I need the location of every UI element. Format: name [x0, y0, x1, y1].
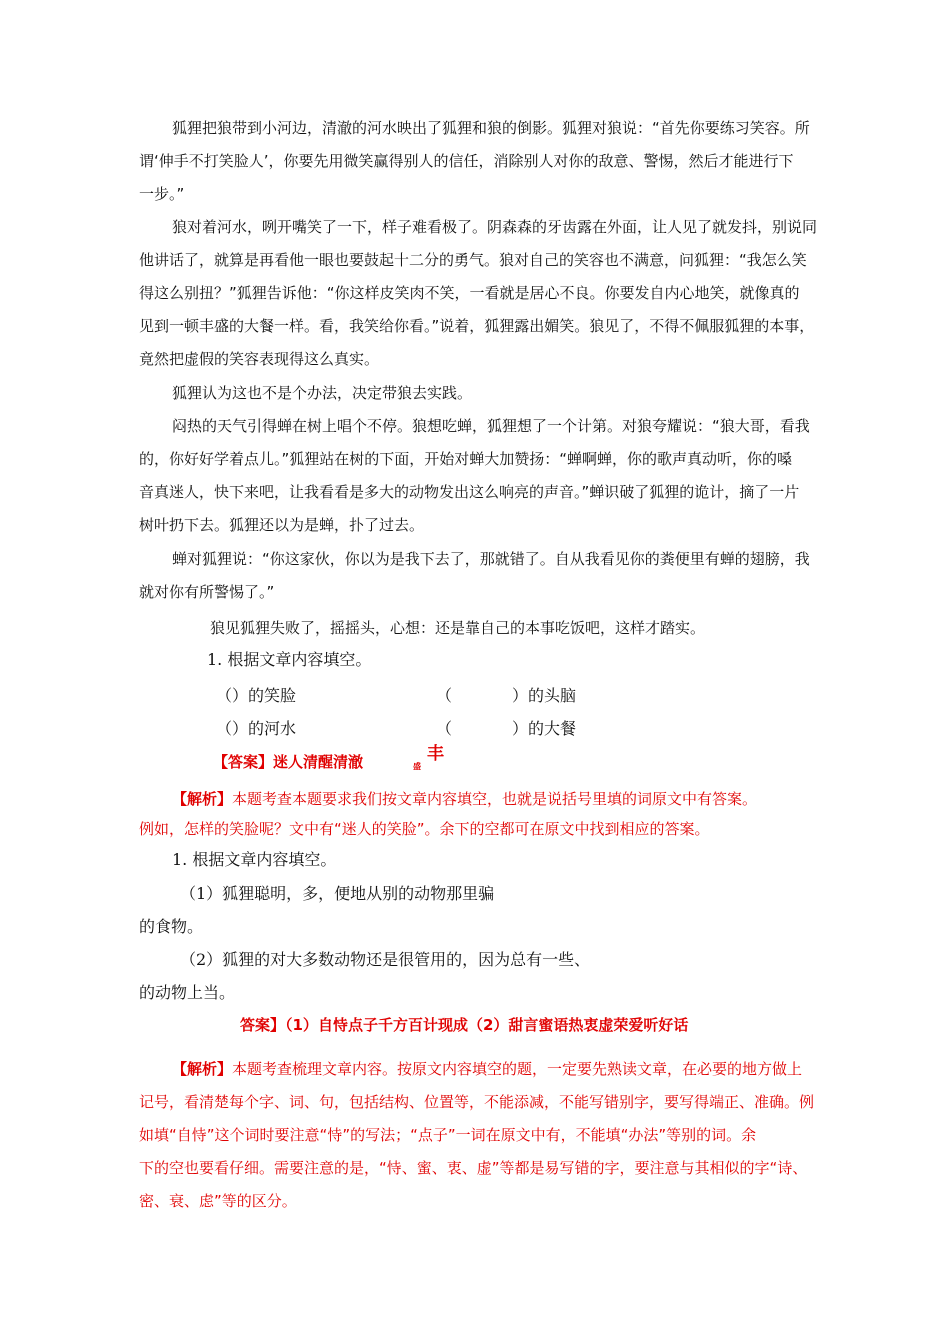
story-p5-line1: 蝉对狐狸说：“你这家伙，你以为是我下去了，那就错了。自从我看见你的粪便里有蝉的翅膀，我: [172, 550, 810, 568]
q1-blank-1: （）的笑脸: [216, 686, 297, 705]
q1-title: 1. 根据文章内容填空。: [207, 650, 372, 669]
story-p2-line3: 得这么别扭？”狐狸告诉他：“你这样皮笑肉不笑，一看就是居心不良。你要发自内心地笑，就像真的: [139, 284, 800, 302]
story-p1-line2: 谓‘伸手不打笑脸人’，你要先用微笑赢得别人的信任，消除别人对你的敌意、警惕，然后才能进行下: [139, 152, 794, 170]
q1-blank-4-close: ）的大餐: [512, 719, 577, 738]
story-p4-line1: 闷热的天气引得蝉在树上唱个不停。狼想吃蝉，狐狸想了一个计第。对狼夸耀说：“狼大哥，看我: [172, 417, 810, 435]
story-p2-line4: 见到一顿丰盛的大餐一样。看，我笑给你看。”说着，狐狸露出媚笑。狼见了，不得不佩服狐狸的本事，: [139, 317, 815, 335]
q2-analysis-line4: 下的空也要看仔细。需要注意的是，“恃、蜜、衷、虚”等都是易写错的字，要注意与其相似的字“诗、: [139, 1159, 808, 1177]
story-p4-line2: 的，你好好学着点儿。”狐狸站在树的下面，开始对蝉大加赞扬：“蝉啊蝉，你的歌声真动听，你的嗓: [139, 450, 793, 468]
q2-item1-line2: 的食物。: [139, 917, 204, 936]
q1-answer-stray-char: 丰: [427, 744, 444, 764]
q2-analysis-line3: 如填“自恃”这个词时要注意“恃”的写法；“点子”一词在原文中有，不能填“办法”等别的词。余: [139, 1126, 757, 1144]
q2-analysis-text: 本题考查梳理文章内容。按原文内容填空的题，一定要先熟读文章，在必要的地方做上: [232, 1060, 803, 1078]
story-p2-line1: 狼对着河水，咧开嘴笑了一下，样子难看极了。阴森森的牙齿露在外面，让人见了就发抖，别说同: [172, 218, 818, 236]
q2-title: 1. 根据文章内容填空。: [172, 850, 337, 869]
story-p5-line2: 就对你有所警惕了。”: [139, 583, 275, 601]
q2-analysis-line5: 密、衰、虑”等的区分。: [139, 1192, 297, 1210]
story-p4-line3: 音真迷人，快下来吧，让我看看是多大的动物发出这么响亮的声音。”蝉识破了狐狸的诡计，摘了一片: [139, 483, 800, 501]
story-p2-line2: 他讲话了，就算是再看他一眼也要鼓起十二分的勇气。狼对自己的笑容也不满意，问狐狸：“我怎么笑: [139, 251, 807, 269]
q1-blank-2-open: （: [436, 686, 453, 705]
q1-analysis-tag: 【解析】: [172, 790, 233, 808]
q1-answer: 【答案】迷人清醒清澈: [213, 753, 364, 771]
q2-analysis-line2: 记号，看清楚每个字、词、句，包括结构、位置等，不能添减，不能写错别字，要写得端正、准确。例: [139, 1093, 815, 1111]
q1-analysis-text: 本题考查本题要求我们按文章内容填空，也就是说括号里填的词原文中有答案。: [232, 790, 758, 808]
story-p6-line1: 狼见狐狸失败了，摇摇头，心想：还是靠自己的本事吃饭吧，这样才踏实。: [210, 619, 706, 637]
story-p3-line1: 狐狸认为这也不是个办法，决定带狼去实践。: [172, 384, 473, 402]
q2-item2-line2: 的动物上当。: [139, 983, 236, 1002]
q2-answer: 答案】（1）自恃点子千方百计现成（2）甜言蜜语热衷虚荣爱听好话: [240, 1016, 689, 1034]
q1-blank-3: （）的河水: [216, 719, 297, 738]
story-p1-line1: 狐狸把狼带到小河边，清澈的河水映出了狐狸和狼的倒影。狐狸对狼说：“首先你要练习笑容。所: [172, 119, 810, 137]
story-p4-line4: 树叶扔下去。狐狸还以为是蝉，扑了过去。: [139, 516, 425, 534]
q1-answer-stray-small: 盛: [413, 762, 421, 771]
q2-analysis-line1: [172, 1059, 802, 1079]
story-p1-line3: 一步。”: [139, 185, 185, 203]
q2-analysis-tag: 【解析】: [172, 1060, 233, 1078]
q1-blank-4-open: （: [436, 719, 453, 738]
q1-blank-2-close: ）的头脑: [512, 686, 577, 705]
q2-item1-line1: （1）狐狸聪明，多，便地从别的动物那里骗: [180, 884, 495, 903]
q1-analysis-line1: [172, 789, 757, 809]
q2-item2-line1: （2）狐狸的对大多数动物还是很管用的，因为总有一些、: [180, 950, 591, 969]
story-p2-line5: 竟然把虚假的笑容表现得这么真实。: [139, 350, 380, 368]
q1-analysis-line2: 例如，怎样的笑脸呢？文中有“迷人的笑脸”。余下的空都可在原文中找到相应的答案。: [139, 820, 710, 838]
